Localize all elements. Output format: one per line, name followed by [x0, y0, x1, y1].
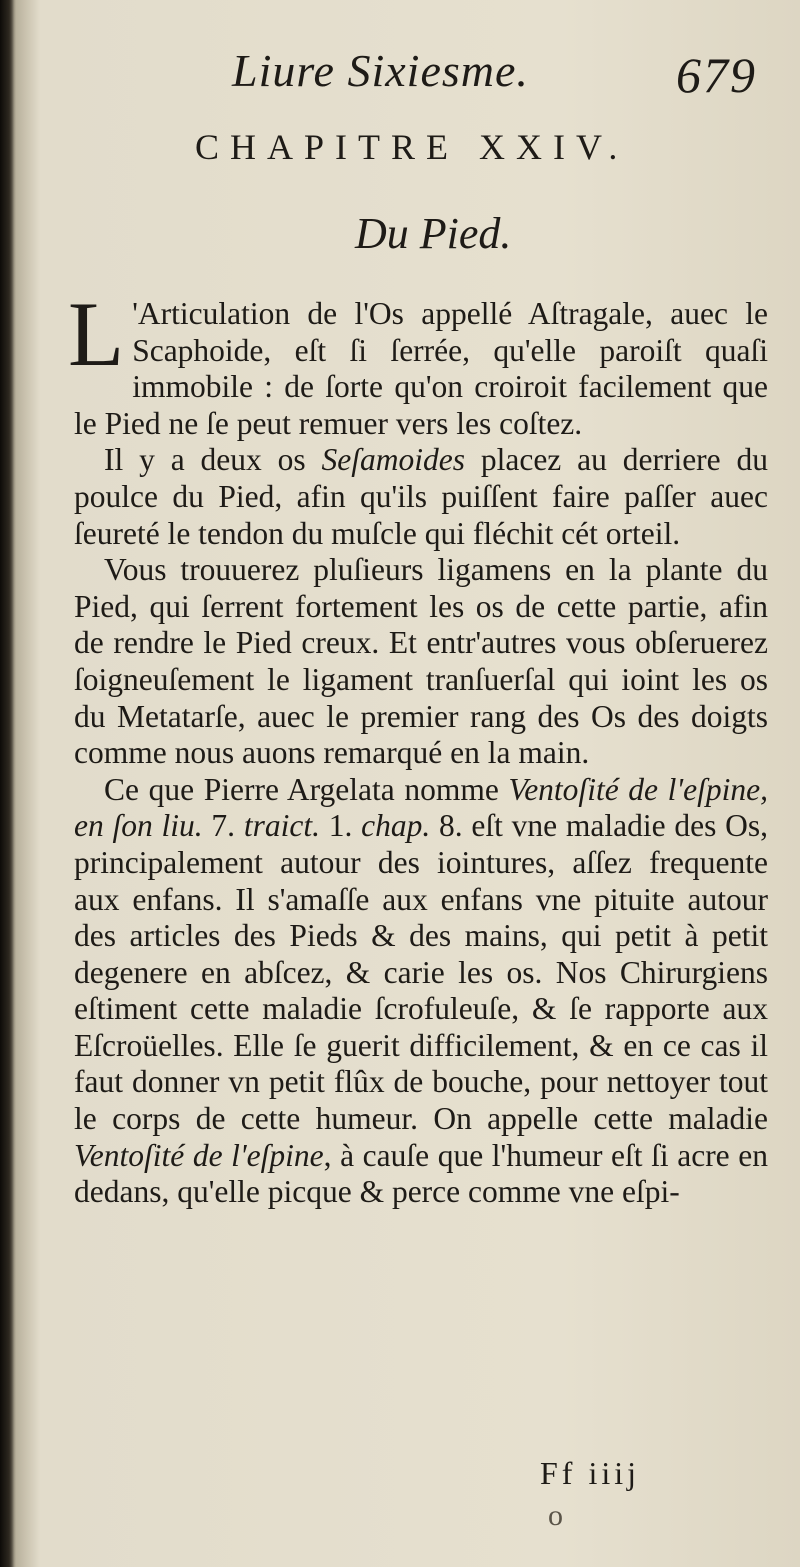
paragraph-4-italic-4: Ventoſité de l'eſpine [74, 1137, 324, 1173]
section-title: Du Pied. [355, 209, 512, 258]
chapter-heading: CHAPITRE XXIV. [195, 127, 629, 167]
signature-mark: Ff iiij [540, 1455, 641, 1491]
page-number: 679 [676, 47, 757, 103]
paragraph-1-text: 'Articulation de l'Os appellé Aſtragale, auec le Scaphoide, eſt ſi ſerrée, qu'elle paroiſt quaſi immobile : de ſorte qu'on croiroit facilement que le Pied ne ſe peut remuer vers les coſtez. [74, 296, 768, 441]
paragraph-4-italic-1: Ventoſité de l'eſpine, en ſon liu. [74, 771, 768, 844]
drop-cap: L [68, 283, 125, 385]
paragraph-4-italic-3: chap. [361, 808, 431, 844]
paragraph-4-text-a: Ce que Pierre Argelata nomme [104, 771, 509, 807]
paragraph-4 [74, 772, 768, 1211]
paragraph-4-text-e: , à cauſe que l'humeur eſt ſi acre en dedans, qu'elle picque & perce comme vne eſpi- [74, 1137, 768, 1210]
running-title: Liure Sixiesme. [232, 45, 529, 96]
page-header [0, 40, 800, 110]
ornament-mark: o [548, 1499, 563, 1532]
paragraph-4-text-d: 8. eſt vne maladie des Os, principalement autour des iointures, aſſez frequente aux enfans. Il s'amaſſe aux enfans vne pituite autour des articles des Pieds & des mains, qui petit à petit degenere en abſcez, & carie les os. Nos Chirurgiens eſtiment cette maladie ſcrofuleuſe, & ſe rapporte aux Eſcroüelles. Elle ſe guerit difficilement, & en ce cas il faut donner vn petit flûx de bouche, pour nettoyer tout le corps de cette humeur. On appelle cette maladie [74, 808, 769, 1137]
paragraph-2-text-a: Il y a deux os [104, 442, 322, 478]
paragraph-2 [74, 442, 768, 552]
page-footer [0, 1455, 800, 1545]
paragraph-3-text: Vous trouuerez pluſieurs ligamens en la plante du Pied, qui ſerrent fortement les os de cette partie, afin de rendre le Pied creux. Et entr'autres vous obſeruerez ſoigneuſement le ligament tranſuerſal qui ioint les os du Metatarſe, auec le premier rang des Os des doigts comme nous auons remarqué en la main. [74, 552, 768, 771]
paragraph-4-italic-2: traict. [243, 808, 320, 844]
paragraph-4-text-b: 7. [202, 808, 244, 844]
paragraph-3 [74, 552, 768, 772]
paragraph-1 [68, 283, 768, 442]
body-text [68, 283, 769, 1211]
binding-shadow [0, 0, 14, 1567]
paragraph-2-text-b: placez au derriere du poulce du Pied, afin qu'ils puiſſent faire paſſer auec ſeureté le tendon du muſcle qui fléchit cét orteil. [74, 442, 769, 551]
paragraph-4-text-c: 1. [319, 808, 362, 844]
paragraph-2-italic: Seſamoides [321, 442, 465, 478]
